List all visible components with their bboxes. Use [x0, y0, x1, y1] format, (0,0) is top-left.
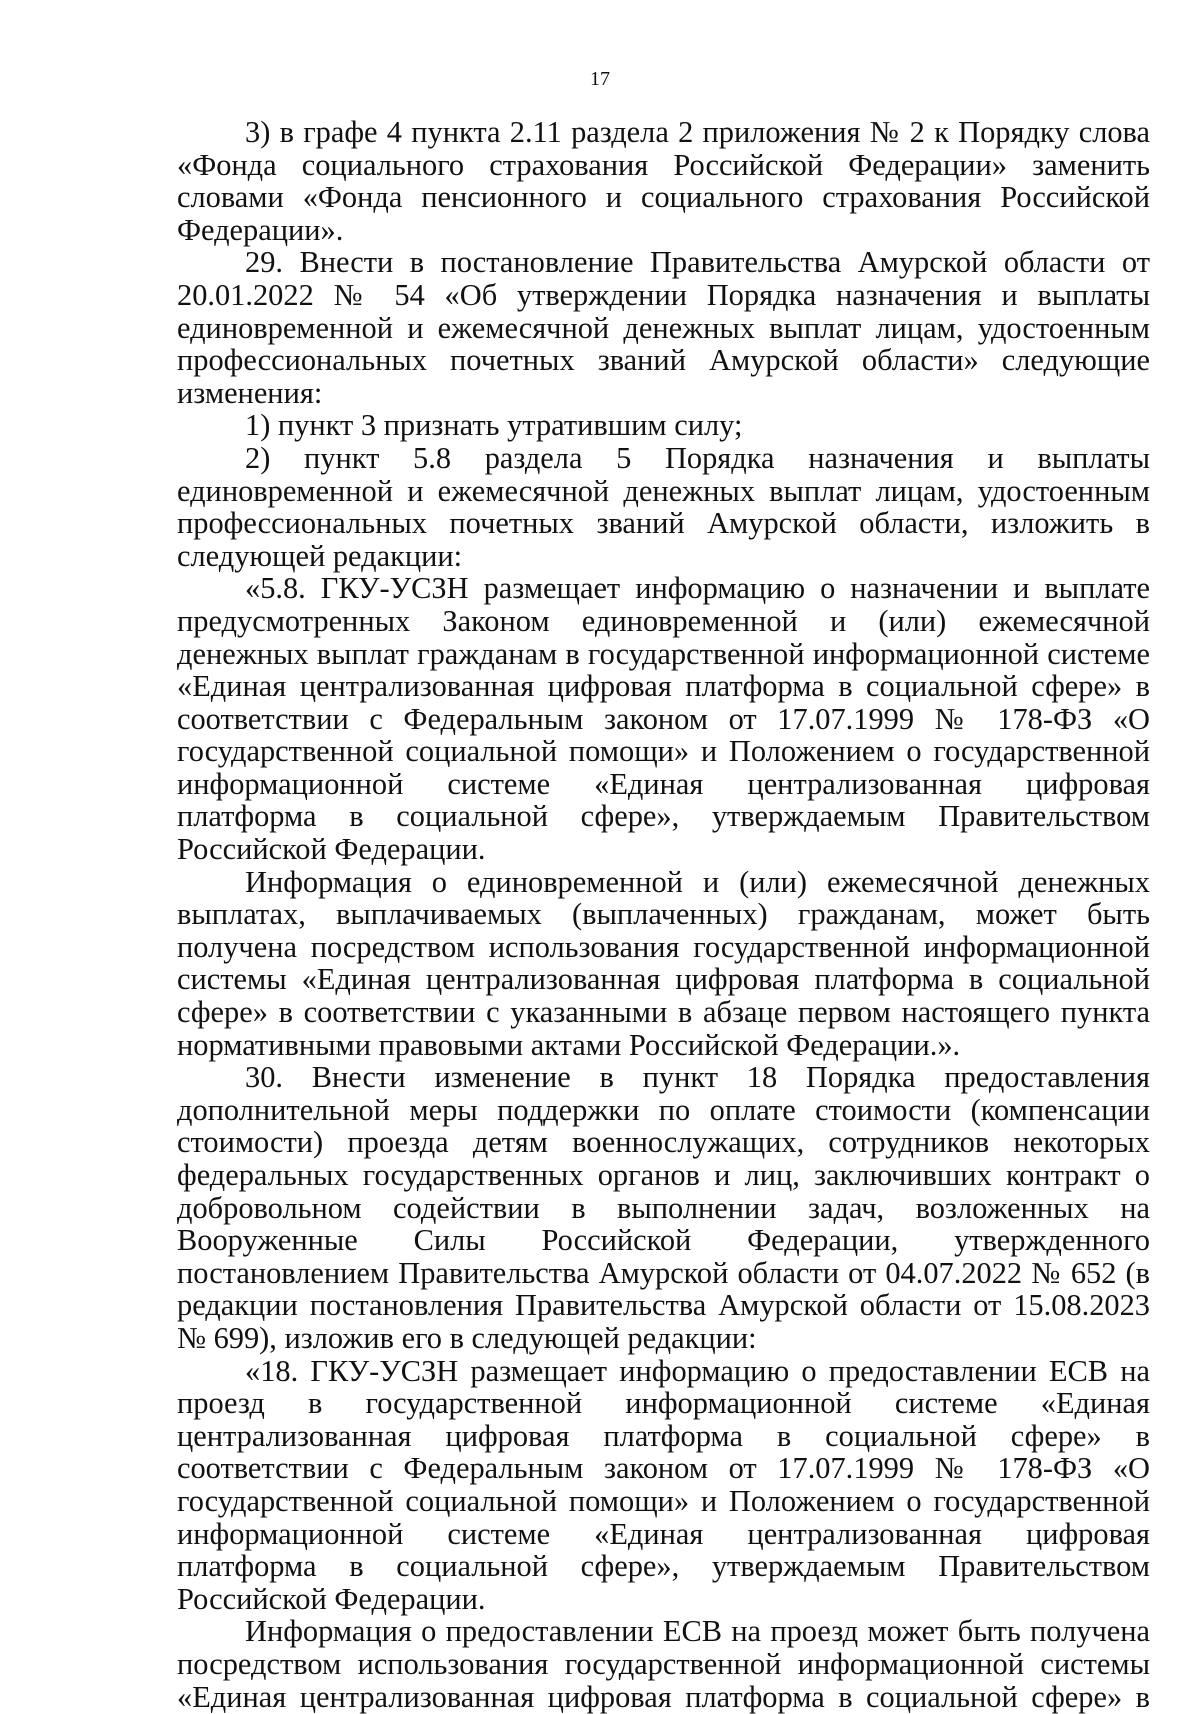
- paragraph-clause-5-8: «5.8. ГКУ-УСЗН размещает информацию о назначении и выплате предусмотренных Законом единовременной и (или) ежемесячной денежных выплат гражданам в государственной информационной системе «Единая централизованная цифровая платформа в социальной сфере» в соответствии с Федеральным законом от 17.07.1999 № 178-ФЗ «О государственной социальной помощи» и Положением о государственной информационной системе «Единая централизованная цифровая платформа в социальной сфере», утверждаемым Правительством Российской Федерации.: [177, 571, 1150, 867]
- page-number: 17: [590, 68, 610, 90]
- paragraph-clause-18: «18. ГКУ-УСЗН размещает информацию о предоставлении ЕСВ на проезд в государственной информационной системе «Единая централизованная цифровая платформа в социальной сфере» в соответствии с Федеральным законом от 17.07.1999 № 178-ФЗ «О государственной социальной помощи» и Положением о государственной информационной системе «Единая централизованная цифровая платформа в социальной сфере», утверждаемым Правительством Российской Федерации.: [177, 1353, 1150, 1616]
- paragraph-subitem-1: 1) пункт 3 признать утратившим силу;: [245, 408, 743, 443]
- paragraph-section-30: 30. Внести изменение в пункт 18 Порядка предоставления дополнительной меры поддержки по оплате стоимости (компенсации стоимости) проезда детям военнослужащих, сотрудников некоторых федеральных государственных органов и лиц, заключивших контракт о добровольном содействии в выполнении задач, возложенных на Вооруженные Силы Российской Федерации, утвержденного постановлением Правительства Амурской области от 04.07.2022 № 652 (в редакции постановления Правительства Амурской области от 15.08.2023 № 699), изложив его в следующей редакции:: [177, 1060, 1150, 1355]
- document-body: [177, 116, 1150, 1713]
- paragraph-clause-18-info: Информация о предоставлении ЕСВ на проезд может быть получена посредством использования государственной информационной системы «Единая централизованная цифровая платформа в социальной сфере» в: [177, 1614, 1150, 1714]
- paragraph-section-29: 29. Внести в постановление Правительства Амурской области от 20.01.2022 № 54 «Об утверждении Порядка назначения и выплаты единовременной и ежемесячной денежных выплат лицам, удостоенным профессиональных почетных званий Амурской области» следующие изменения:: [177, 245, 1150, 410]
- paragraph-subitem-2: 2) пункт 5.8 раздела 5 Порядка назначения и выплаты единовременной и ежемесячной денежных выплат лицам, удостоенным профессиональных почетных званий Амурской области, изложить в следующей редакции:: [177, 440, 1150, 573]
- paragraph-clause-5-8-info: Информация о единовременной и (или) ежемесячной денежных выплатах, выплачиваемых (выплаченных) гражданам, может быть получена посредством использования государственной информационной системы «Единая централизованная цифровая платформа в социальной сфере» в соответствии с указанными в абзаце первом настоящего пункта нормативными правовыми актами Российской Федерации.».: [177, 864, 1150, 1062]
- paragraph-item-3: 3) в графе 4 пункта 2.11 раздела 2 приложения № 2 к Порядку слова «Фонда социального страхования Российской Федерации» заменить словами «Фонда пенсионного и социального страхования Российской Федерации».: [177, 115, 1150, 247]
